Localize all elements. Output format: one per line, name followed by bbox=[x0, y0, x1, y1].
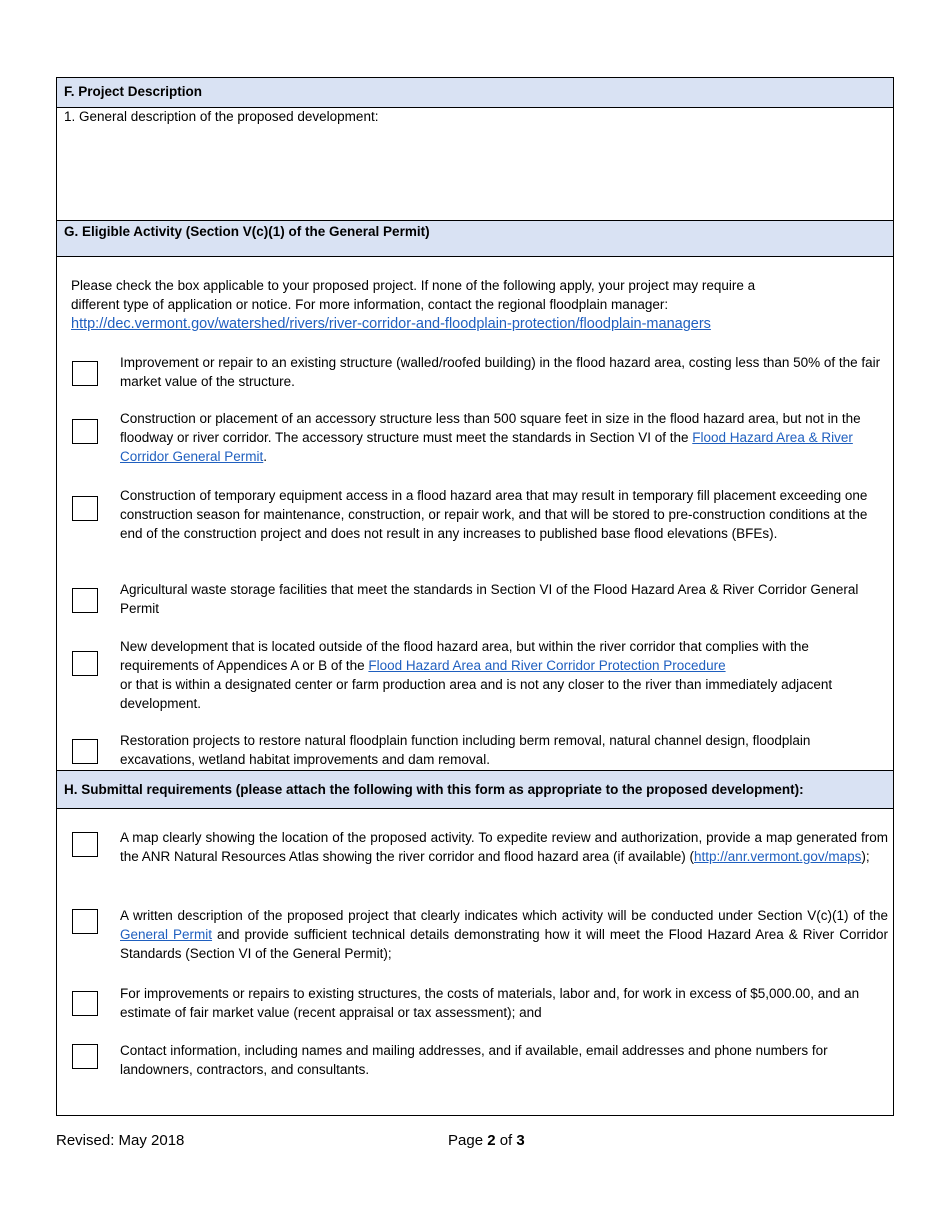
activity-5-text bbox=[120, 637, 888, 713]
general-permit-link-1[interactable]: Flood Hazard Area & River Corridor General Permit bbox=[120, 430, 853, 464]
intro-line-2: different type of application or notice. For more information, contact the regional floodplain manager: bbox=[71, 297, 669, 312]
requirement-4-checkbox[interactable] bbox=[72, 1044, 98, 1069]
activity-3-text: Construction of temporary equipment access in a flood hazard area that may result in temporary fill placement exceeding one construction season for maintenance, construction, or repair work, and that will be stored to pre-construction conditions at the end of the construction project and does not result in any increases to published base flood elevations (BFEs). bbox=[120, 488, 868, 541]
activity-6-text: Restoration projects to restore natural floodplain function including berm removal, natural channel design, floodplain excavations, wetland habitat improvements and dam removal. bbox=[120, 733, 811, 767]
page-number bbox=[448, 1132, 525, 1149]
section-f-header bbox=[57, 78, 893, 108]
project-description-area[interactable] bbox=[57, 128, 893, 220]
requirement-2-text-post: and provide sufficient technical details demonstrating how it will meet the Flood Hazard Area & River Corridor Standards (Section VI of the General Permit); bbox=[120, 927, 888, 961]
section-g-title: G. Eligible Activity (Section V(c)(1) of the General Permit) bbox=[64, 224, 430, 239]
requirement-1-text-post: ); bbox=[861, 849, 870, 864]
section-g-header bbox=[57, 220, 893, 257]
activity-3-checkbox[interactable] bbox=[72, 496, 98, 521]
activity-5-text-pre: New development that is located outside of the flood hazard area, but within the river corridor that complies with the requirements of Appendices A or B of the bbox=[120, 639, 809, 673]
activity-2-text-post: . bbox=[263, 449, 268, 464]
requirement-1-checkbox[interactable] bbox=[72, 832, 98, 857]
requirement-2-text bbox=[120, 906, 888, 963]
activity-1-checkbox[interactable] bbox=[72, 361, 98, 386]
requirement-4-text: Contact information, including names and mailing addresses, and if available, email addresses and phone numbers for landowners, contractors, and consultants. bbox=[120, 1043, 828, 1077]
section-h-title: H. Submittal requirements (please attach the following with this form as appropriate to the proposed development): bbox=[64, 782, 804, 797]
permit-form bbox=[56, 77, 894, 1116]
activity-6-checkbox[interactable] bbox=[72, 739, 98, 764]
general-permit-link-2[interactable]: General Permit bbox=[120, 927, 213, 942]
intro-line-1: Please check the box applicable to your proposed project. If none of the following apply, your project may require a bbox=[71, 278, 756, 293]
activity-5-text-post: or that is within a designated center or farm production area and is not any closer to the river than immediately adjacent development. bbox=[120, 677, 833, 711]
activity-4-text: Agricultural waste storage facilities that meet the standards in Section VI of the Flood Hazard Area & River Corridor General Permit bbox=[120, 582, 859, 616]
requirement-3-text: For improvements or repairs to existing structures, the costs of materials, labor and, for work in excess of $5,000.00, and an estimate of fair market value (recent appraisal or tax assessment); and bbox=[120, 986, 860, 1020]
activity-5-checkbox[interactable] bbox=[72, 651, 98, 676]
requirement-2-text-pre: A written description of the proposed project that clearly indicates which activity will be conducted under Section V(c)(1) of the bbox=[120, 908, 888, 923]
current-page: 2 bbox=[487, 1132, 496, 1149]
section-g-intro bbox=[71, 276, 881, 334]
floodplain-managers-link[interactable]: http://dec.vermont.gov/watershed/rivers/river-corridor-and-floodplain-protection/floodplain-managers bbox=[71, 316, 711, 332]
requirement-3-checkbox[interactable] bbox=[72, 991, 98, 1016]
activity-2-text bbox=[120, 409, 888, 466]
activity-1-text: Improvement or repair to an existing structure (walled/roofed building) in the flood hazard area, costing less than 50% of the fair market value of the structure. bbox=[120, 355, 881, 389]
activity-2-checkbox[interactable] bbox=[72, 419, 98, 444]
project-description-label: 1. General description of the proposed development: bbox=[64, 109, 379, 124]
page-word: Page bbox=[448, 1132, 488, 1149]
requirement-1-text bbox=[120, 828, 888, 866]
requirement-1-text-pre: A map clearly showing the location of the proposed activity. To expedite review and authorization, provide a map generated from the ANR Natural Resources Atlas showing the river corridor and flood hazard area (if available) ( bbox=[120, 830, 888, 864]
activity-2-text-pre: Construction or placement of an accessory structure less than 500 square feet in size in the flood hazard area, but not in the floodway or river corridor. The accessory structure must meet the standards in Section VI of the bbox=[120, 411, 861, 445]
of-word: of bbox=[495, 1132, 517, 1149]
total-pages: 3 bbox=[516, 1132, 525, 1149]
revised-date: Revised: May 2018 bbox=[56, 1132, 185, 1149]
section-h-header bbox=[57, 770, 893, 809]
protection-procedure-link[interactable]: Flood Hazard Area and River Corridor Protection Procedure bbox=[368, 658, 726, 673]
anr-maps-link[interactable]: http://anr.vermont.gov/maps bbox=[694, 849, 862, 864]
section-f-title: F. Project Description bbox=[64, 84, 203, 99]
requirement-2-checkbox[interactable] bbox=[72, 909, 98, 934]
activity-4-checkbox[interactable] bbox=[72, 588, 98, 613]
